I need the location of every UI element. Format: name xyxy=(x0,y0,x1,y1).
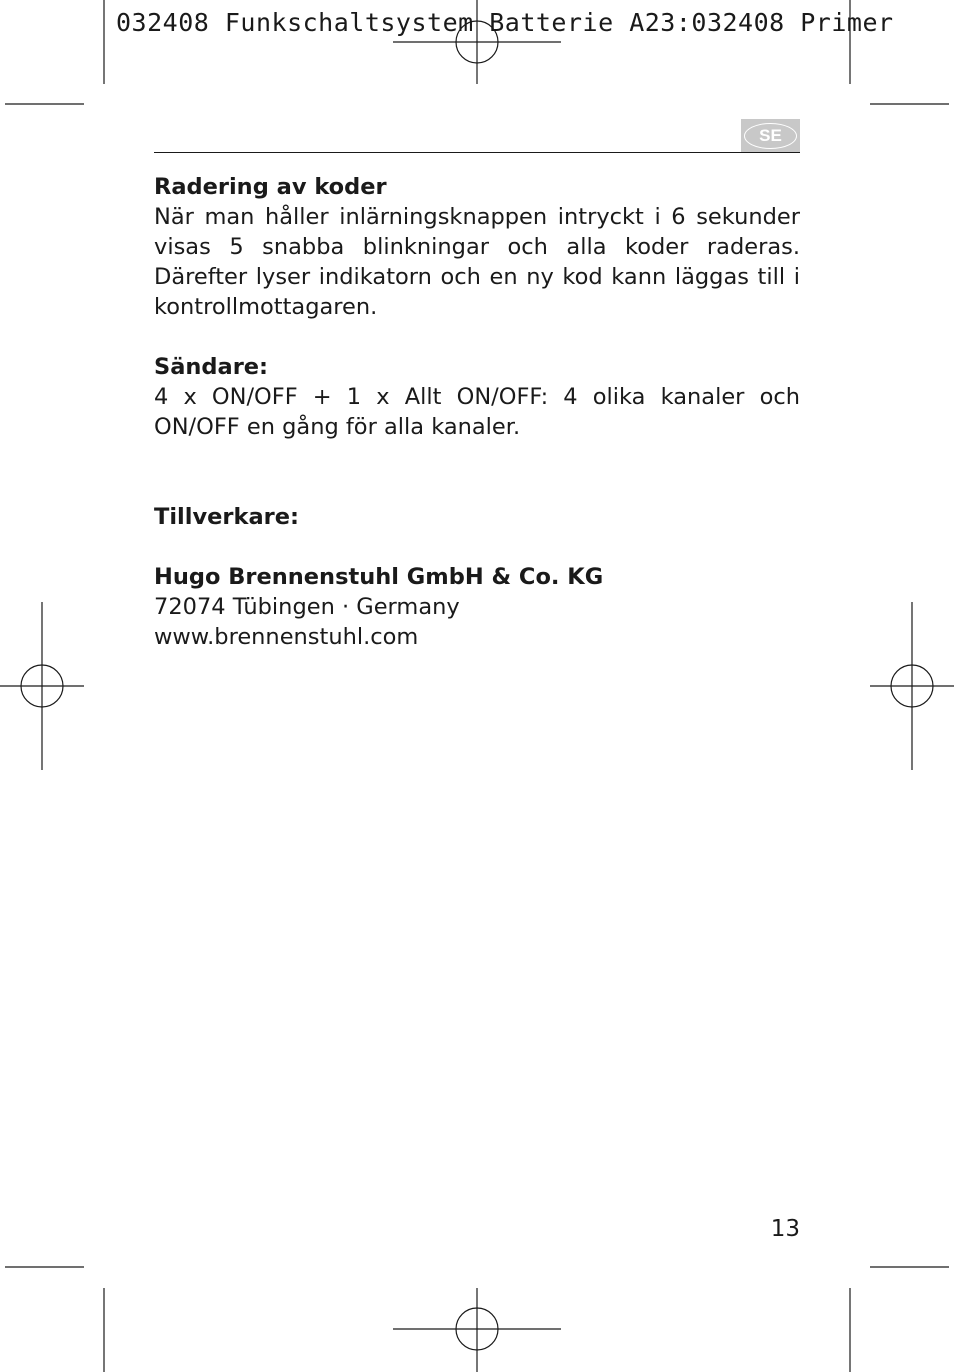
section-manufacturer xyxy=(154,502,800,652)
language-badge xyxy=(741,119,800,153)
company-website[interactable]: www.brennenstuhl.com xyxy=(154,624,419,650)
company-name: Hugo Brennenstuhl GmbH & Co. KG xyxy=(154,564,604,590)
company-address: 72074 Tübingen · Germany xyxy=(154,594,460,620)
registration-mark-right xyxy=(870,602,954,770)
section-heading: Tillverkare: xyxy=(154,504,300,530)
section-heading: Radering av koder xyxy=(154,174,387,200)
section-erase-codes xyxy=(154,172,800,322)
page-number: 13 xyxy=(770,1216,800,1242)
language-code: SE xyxy=(759,126,782,145)
section-heading: Sändare: xyxy=(154,354,269,380)
section-body: När man håller inlärningsknappen intryckt i 6 sekunder visas 5 snabba blinkningar och alla koder raderas. Därefter lyser indikatorn och en ny kod kann läggas till i kontrollmottagaren. xyxy=(154,204,800,320)
registration-mark-bottom xyxy=(393,1288,561,1372)
registration-mark-left xyxy=(0,602,84,770)
section-body: 4 x ON/OFF + 1 x Allt ON/OFF: 4 olika kanaler och ON/OFF en gång för alla kanaler. xyxy=(154,384,800,440)
section-transmitter xyxy=(154,352,800,442)
print-slug: 032408 Funkschaltsystem Batterie A23:032408 Primer xyxy=(116,8,894,37)
page-content xyxy=(154,152,800,652)
